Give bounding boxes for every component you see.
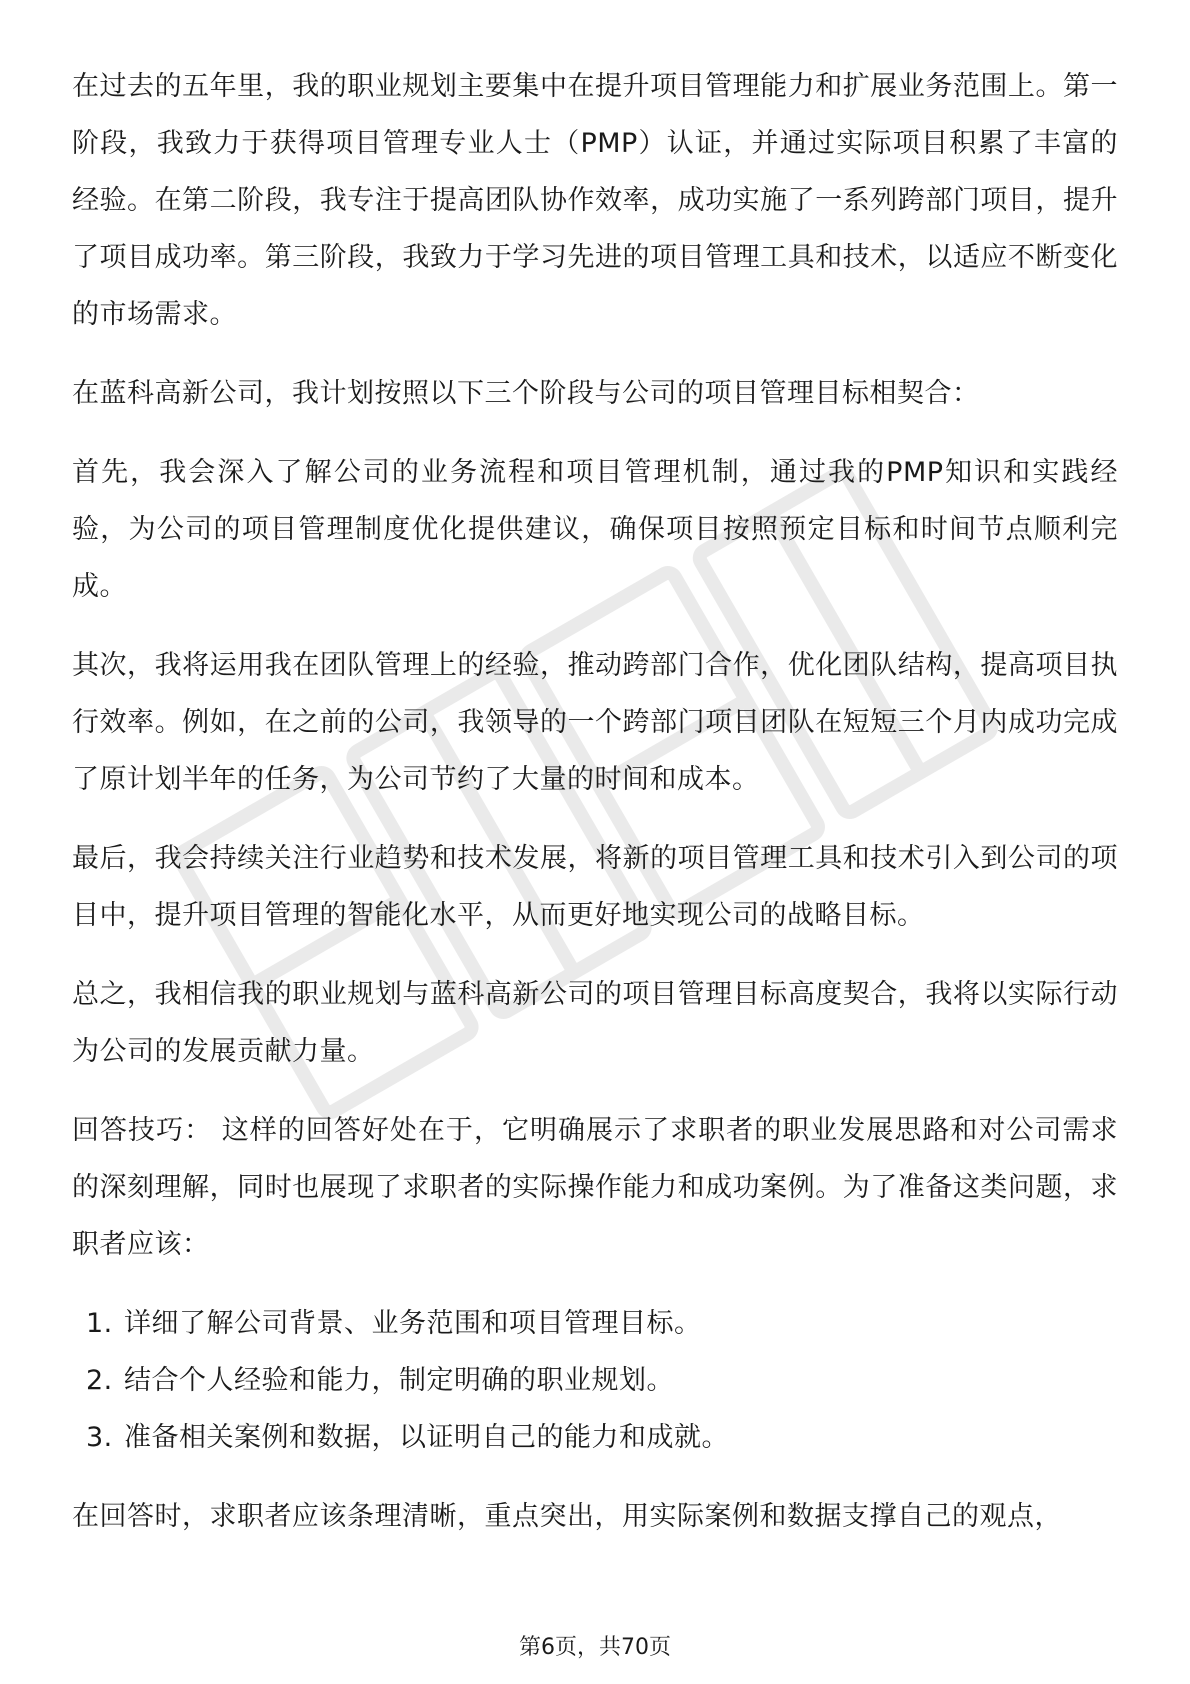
list-item-number: 2. xyxy=(86,1365,113,1396)
page-number-footer: 第6页，共70页 xyxy=(519,1635,671,1660)
list-item-number: 1. xyxy=(86,1308,113,1339)
paragraph-final: 在回答时，求职者应该条理清晰，重点突出，用实际案例和数据支撑自己的观点， xyxy=(72,1501,1062,1532)
list-item xyxy=(72,1409,1118,1466)
paragraph-first: 首先，我会深入了解公司的业务流程和项目管理机制，通过我的PMP知识和实践经验，为公司的项目管理制度优化提供建议，确保项目按照预定目标和时间节点顺利完成。 xyxy=(72,457,1118,602)
list-item xyxy=(72,1352,1118,1409)
list-item xyxy=(72,1295,1118,1352)
list-item-text: 准备相关案例和数据，以证明自己的能力和成就。 xyxy=(124,1422,729,1453)
paragraph-summary: 总之，我相信我的职业规划与蓝科高新公司的项目管理目标高度契合，我将以实际行动为公司的发展贡献力量。 xyxy=(72,979,1118,1067)
paragraph-company-intro: 在蓝科高新公司，我计划按照以下三个阶段与公司的项目管理目标相契合： xyxy=(72,378,980,409)
paragraph-answer-tips: 回答技巧： 这样的回答好处在于，它明确展示了求职者的职业发展思路和对公司需求的深刻理解，同时也展现了求职者的实际操作能力和成功案例。为了准备这类问题，求职者应该： xyxy=(72,1115,1118,1260)
tips-list xyxy=(72,1295,1118,1466)
paragraph-career-plan: 在过去的五年里，我的职业规划主要集中在提升项目管理能力和扩展业务范围上。第一阶段，我致力于获得项目管理专业人士（PMP）认证，并通过实际项目积累了丰富的经验。在第二阶段，我专注于提高团队协作效率，成功实施了一系列跨部门项目，提升了项目成功率。第三阶段，我致力于学习先进的项目管理工具和技术，以适应不断变化的市场需求。 xyxy=(72,71,1118,330)
list-item-number: 3. xyxy=(86,1422,113,1453)
paragraph-second: 其次，我将运用我在团队管理上的经验，推动跨部门合作，优化团队结构，提高项目执行效率。例如，在之前的公司，我领导的一个跨部门项目团队在短短三个月内成功完成了原计划半年的任务，为公司节约了大量的时间和成本。 xyxy=(72,650,1118,795)
list-item-text: 详细了解公司背景、业务范围和项目管理目标。 xyxy=(124,1308,702,1339)
document-body xyxy=(72,58,1118,1567)
list-item-text: 结合个人经验和能力，制定明确的职业规划。 xyxy=(124,1365,674,1396)
paragraph-last: 最后，我会持续关注行业趋势和技术发展，将新的项目管理工具和技术引入到公司的项目中，提升项目管理的智能化水平，从而更好地实现公司的战略目标。 xyxy=(72,843,1118,931)
